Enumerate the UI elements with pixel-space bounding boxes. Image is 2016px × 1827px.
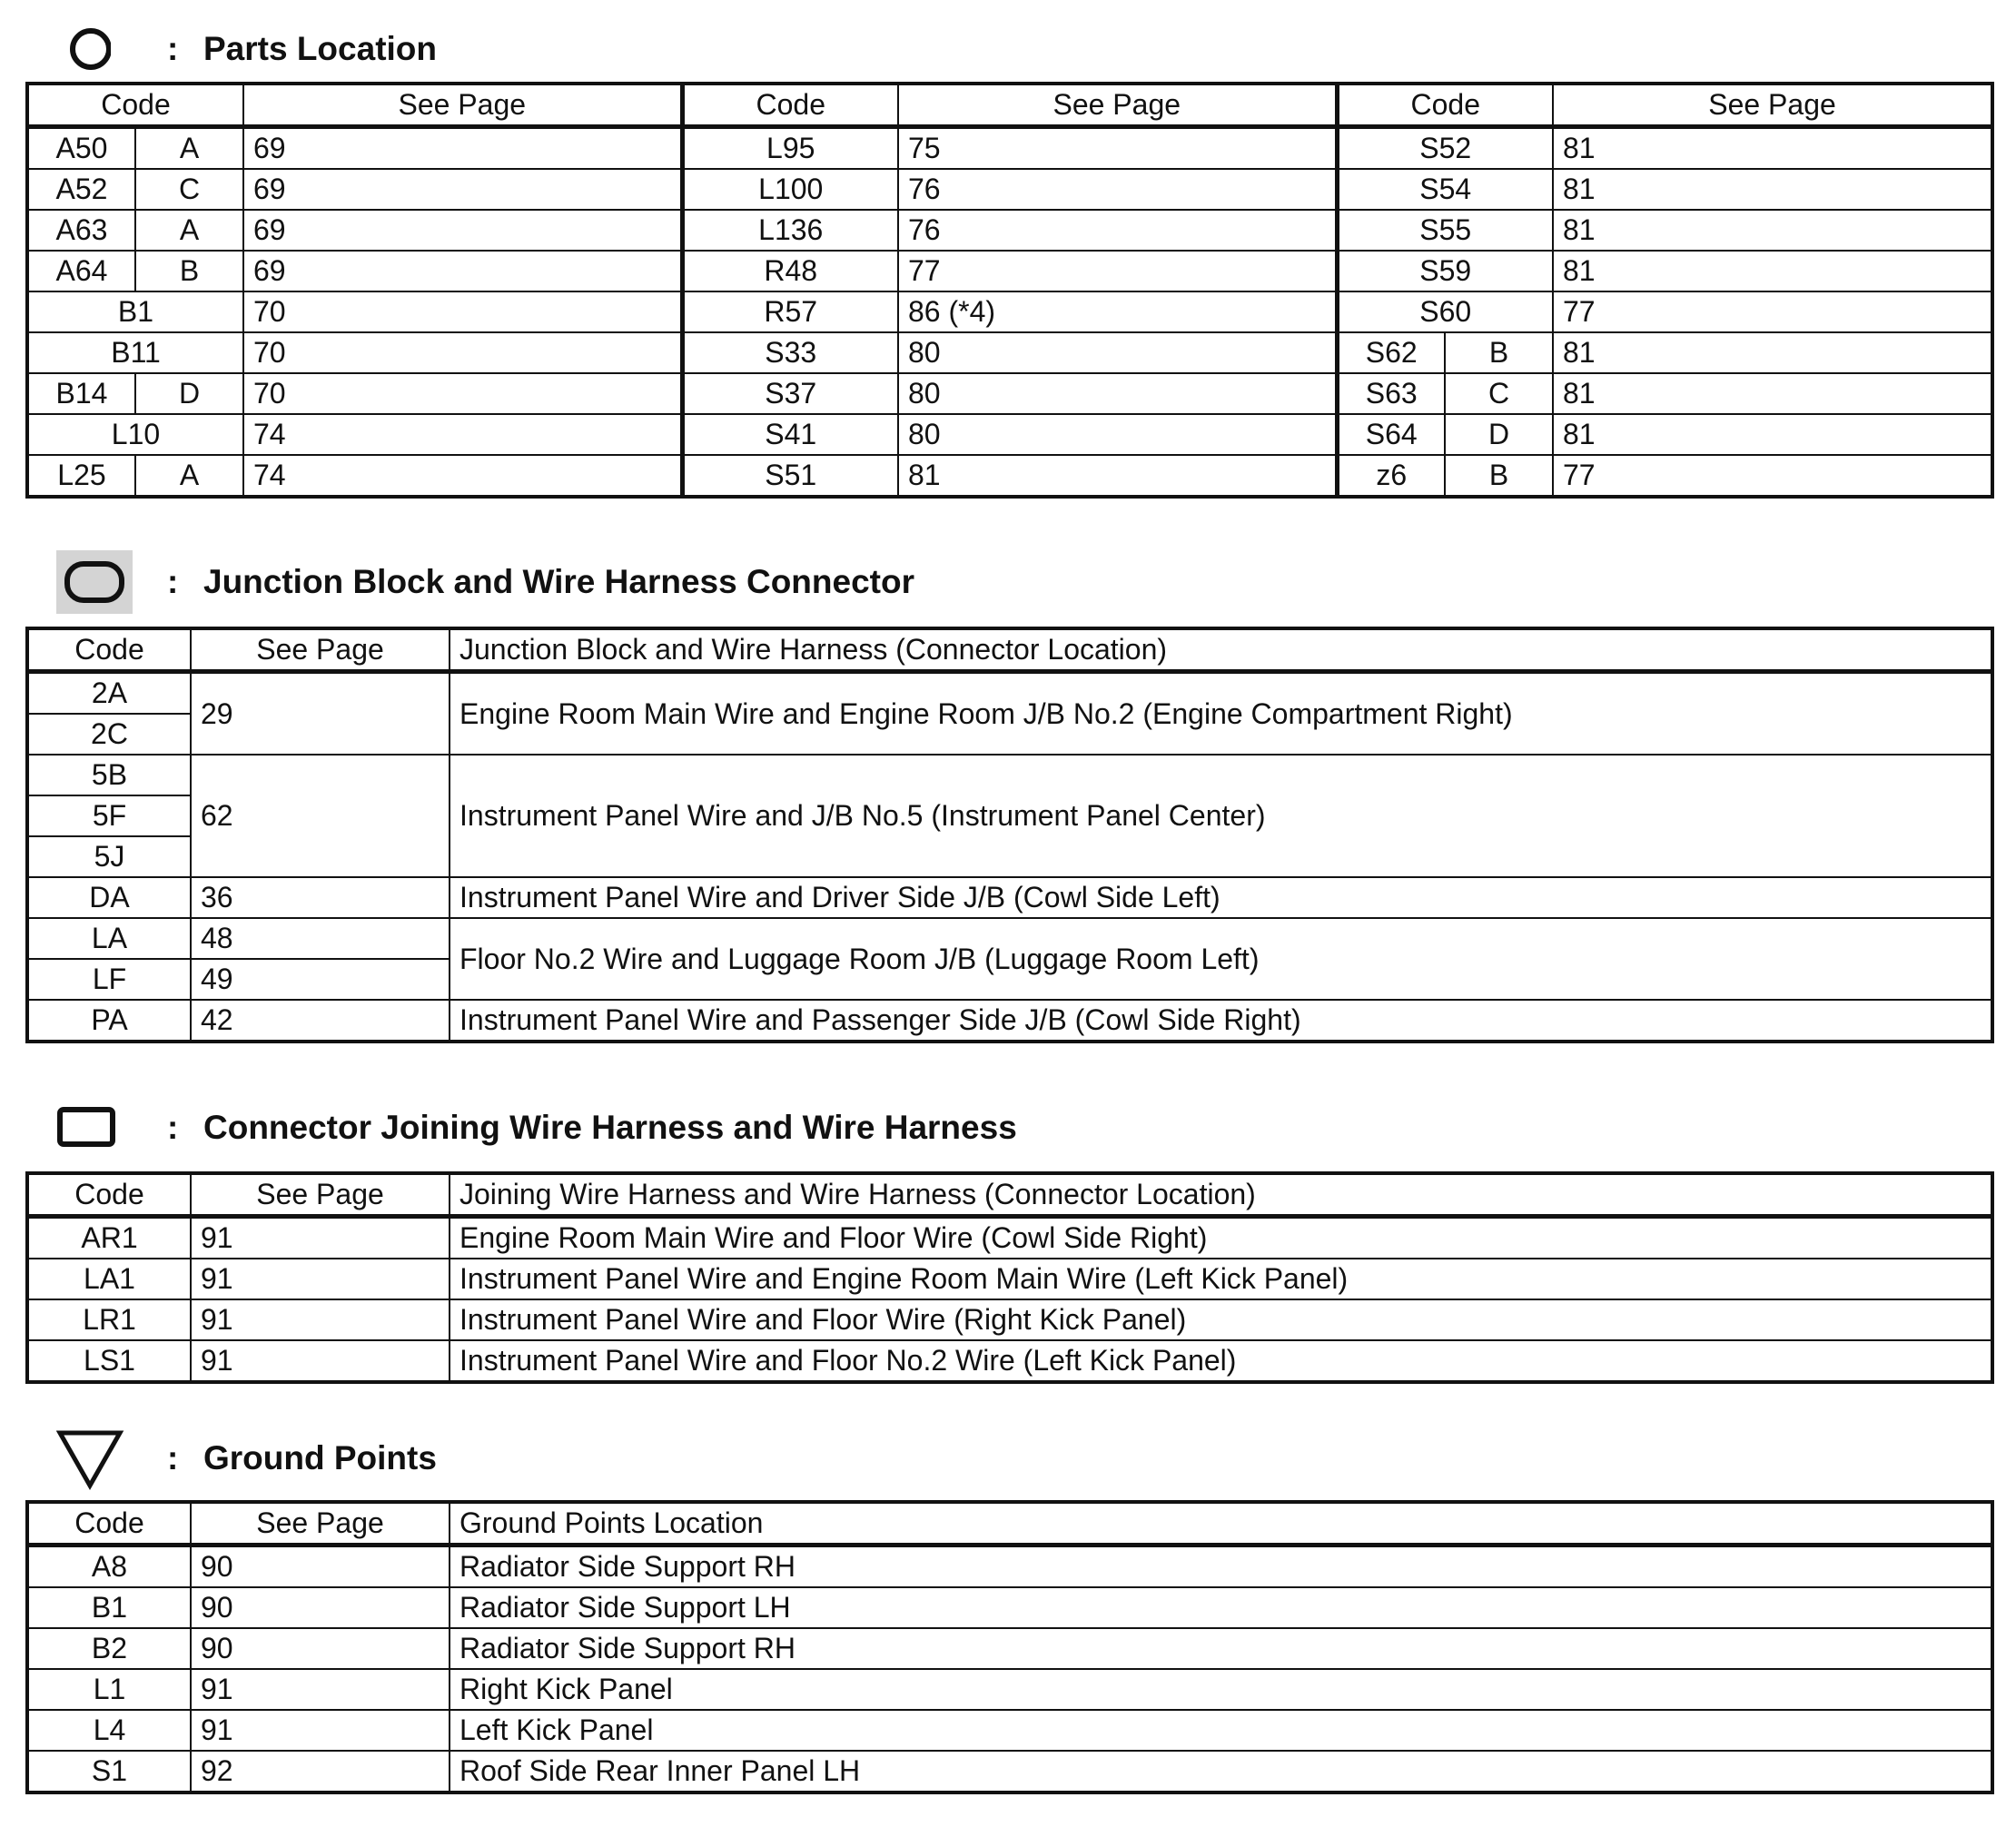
page-cell: 81: [1553, 127, 1992, 170]
page-cell: 74: [243, 455, 682, 497]
page-cell: 91: [191, 1299, 450, 1340]
code-cell: A63: [27, 210, 135, 251]
connector-letter-cell: A: [135, 127, 243, 170]
column-header-code: Code: [27, 84, 243, 127]
page-cell: 69: [243, 251, 682, 291]
connector-letter-cell: B: [135, 251, 243, 291]
connector-letter-cell: B: [1445, 332, 1553, 373]
page-cell: 69: [243, 169, 682, 210]
location-cell: Radiator Side Support LH: [450, 1587, 1992, 1628]
code-cell: B2: [27, 1628, 191, 1669]
page-cell: 81: [1553, 169, 1992, 210]
code-cell: B1: [27, 291, 243, 332]
code-cell: z6: [1337, 455, 1445, 497]
code-cell: LS1: [27, 1340, 191, 1382]
code-cell: S41: [682, 414, 898, 455]
table-row: [27, 1217, 1992, 1259]
page-cell: 49: [191, 959, 450, 1000]
page-cell: 80: [898, 332, 1337, 373]
page-cell: 90: [191, 1546, 450, 1588]
code-cell: S59: [1337, 251, 1553, 291]
location-cell: Instrument Panel Wire and Driver Side J/B (Cowl Side Left): [450, 877, 1992, 918]
table-row: [27, 332, 1992, 373]
location-cell: Engine Room Main Wire and Floor Wire (Cowl Side Right): [450, 1217, 1992, 1259]
code-cell: R57: [682, 291, 898, 332]
connector-letter-cell: B: [1445, 455, 1553, 497]
table-row: [27, 755, 1992, 795]
table-row: [27, 373, 1992, 414]
location-cell: Instrument Panel Wire and J/B No.5 (Instrument Panel Center): [450, 755, 1992, 877]
code-cell: A64: [27, 251, 135, 291]
column-header-code: Code: [27, 1173, 191, 1217]
table-row: [27, 127, 1992, 170]
column-header-location: Ground Points Location: [450, 1502, 1992, 1546]
page-cell: 70: [243, 332, 682, 373]
page-cell: 81: [898, 455, 1337, 497]
table-row: [27, 1751, 1992, 1792]
page-cell: 77: [1553, 291, 1992, 332]
table-row: [27, 1259, 1992, 1299]
page-cell: 90: [191, 1587, 450, 1628]
table-header-row: [27, 84, 1992, 127]
table-row: [27, 672, 1992, 715]
location-cell: Left Kick Panel: [450, 1710, 1992, 1751]
code-cell: L1: [27, 1669, 191, 1710]
code-cell: S63: [1337, 373, 1445, 414]
code-cell: B11: [27, 332, 243, 373]
table-row: [27, 291, 1992, 332]
table-header-row: [27, 1502, 1992, 1546]
heading-colon: :: [167, 563, 179, 600]
table-row: [27, 1628, 1992, 1669]
page-cell: 91: [191, 1259, 450, 1299]
page-cell: 69: [243, 127, 682, 170]
joining-connector-table: [25, 1171, 1994, 1384]
code-cell: PA: [27, 1000, 191, 1042]
column-header-location: Joining Wire Harness and Wire Harness (Connector Location): [450, 1173, 1992, 1217]
table-row: [27, 251, 1992, 291]
code-cell: AR1: [27, 1217, 191, 1259]
code-cell: S64: [1337, 414, 1445, 455]
location-cell: Right Kick Panel: [450, 1669, 1992, 1710]
page-cell: 62: [191, 755, 450, 877]
table-row: [27, 169, 1992, 210]
page-cell: 80: [898, 414, 1337, 455]
page-cell: 69: [243, 210, 682, 251]
code-cell: 5F: [27, 795, 191, 836]
heading-colon: :: [167, 1439, 179, 1476]
code-cell: L136: [682, 210, 898, 251]
page-cell: 81: [1553, 332, 1992, 373]
table-row: [27, 1587, 1992, 1628]
code-cell: LR1: [27, 1299, 191, 1340]
heading-colon: :: [167, 30, 179, 67]
column-header-code: Code: [27, 628, 191, 672]
code-cell: S62: [1337, 332, 1445, 373]
code-cell: 5J: [27, 836, 191, 877]
location-cell: Instrument Panel Wire and Passenger Side J/B (Cowl Side Right): [450, 1000, 1992, 1042]
page-cell: 80: [898, 373, 1337, 414]
page-cell: 29: [191, 672, 450, 755]
page-cell: 42: [191, 1000, 450, 1042]
page-cell: 81: [1553, 414, 1992, 455]
connector-letter-cell: A: [135, 210, 243, 251]
column-header-see-page: See Page: [243, 84, 682, 127]
connector-letter-cell: A: [135, 455, 243, 497]
location-cell: Engine Room Main Wire and Engine Room J/B No.2 (Engine Compartment Right): [450, 672, 1992, 755]
table-row: [27, 414, 1992, 455]
code-cell: 2C: [27, 714, 191, 755]
page-cell: 36: [191, 877, 450, 918]
column-header-see-page: See Page: [191, 628, 450, 672]
page-cell: 74: [243, 414, 682, 455]
location-cell: Radiator Side Support RH: [450, 1546, 1992, 1588]
code-cell: L10: [27, 414, 243, 455]
code-cell: S33: [682, 332, 898, 373]
code-cell: L95: [682, 127, 898, 170]
page-cell: 70: [243, 373, 682, 414]
location-cell: Radiator Side Support RH: [450, 1628, 1992, 1669]
column-header-see-page: See Page: [898, 84, 1337, 127]
table-row: [27, 210, 1992, 251]
triangle-down-icon: [56, 1422, 129, 1495]
code-cell: R48: [682, 251, 898, 291]
rounded-square-icon: [56, 546, 134, 618]
page-cell: 76: [898, 210, 1337, 251]
page-cell: 81: [1553, 251, 1992, 291]
column-header-location: Junction Block and Wire Harness (Connector Location): [450, 628, 1992, 672]
code-cell: LA: [27, 918, 191, 959]
code-cell: S37: [682, 373, 898, 414]
junction-block-heading: [56, 546, 1328, 618]
page-cell: 91: [191, 1217, 450, 1259]
table-header-row: [27, 1173, 1992, 1217]
table-row: [27, 1000, 1992, 1042]
section-title: Connector Joining Wire Harness and Wire Harness: [203, 1109, 1017, 1146]
code-cell: LF: [27, 959, 191, 1000]
code-cell: A50: [27, 127, 135, 170]
page-cell: 86 (*4): [898, 291, 1337, 332]
column-header-see-page: See Page: [191, 1502, 450, 1546]
column-header-see-page: See Page: [191, 1173, 450, 1217]
table-row: [27, 877, 1992, 918]
column-header-see-page: See Page: [1553, 84, 1992, 127]
code-cell: S60: [1337, 291, 1553, 332]
connector-letter-cell: C: [1445, 373, 1553, 414]
page-cell: 48: [191, 918, 450, 959]
page-cell: 92: [191, 1751, 450, 1792]
connector-letter-cell: C: [135, 169, 243, 210]
code-cell: A52: [27, 169, 135, 210]
code-cell: S54: [1337, 169, 1553, 210]
table-row: [27, 1669, 1992, 1710]
page-cell: 81: [1553, 210, 1992, 251]
table-header-row: [27, 628, 1992, 672]
table-row: [27, 1710, 1992, 1751]
parts-location-table: [25, 82, 1994, 499]
page-cell: 77: [898, 251, 1337, 291]
code-cell: L100: [682, 169, 898, 210]
junction-block-table: [25, 627, 1994, 1043]
page-cell: 81: [1553, 373, 1992, 414]
parts-location-heading: [56, 13, 1328, 85]
location-cell: Roof Side Rear Inner Panel LH: [450, 1751, 1992, 1792]
location-cell: Instrument Panel Wire and Floor No.2 Wire (Left Kick Panel): [450, 1340, 1992, 1382]
column-header-code: Code: [1337, 84, 1553, 127]
code-cell: DA: [27, 877, 191, 918]
code-cell: S51: [682, 455, 898, 497]
location-cell: Instrument Panel Wire and Floor Wire (Right Kick Panel): [450, 1299, 1992, 1340]
page-cell: 76: [898, 169, 1337, 210]
heading-colon: :: [167, 1109, 179, 1146]
code-cell: 2A: [27, 672, 191, 715]
page-cell: 91: [191, 1669, 450, 1710]
code-cell: B14: [27, 373, 135, 414]
table-row: [27, 1299, 1992, 1340]
code-cell: L4: [27, 1710, 191, 1751]
location-cell: Floor No.2 Wire and Luggage Room J/B (Luggage Room Left): [450, 918, 1992, 1000]
code-cell: A8: [27, 1546, 191, 1588]
code-cell: LA1: [27, 1259, 191, 1299]
table-row: [27, 918, 1992, 959]
page-cell: 70: [243, 291, 682, 332]
column-header-code: Code: [27, 1502, 191, 1546]
page-cell: 75: [898, 127, 1337, 170]
joining-connector-heading: [56, 1091, 1328, 1164]
section-title: Ground Points: [203, 1439, 437, 1476]
code-cell: S55: [1337, 210, 1553, 251]
page-cell: 91: [191, 1710, 450, 1751]
table-row: [27, 1546, 1992, 1588]
code-cell: B1: [27, 1587, 191, 1628]
page-cell: 91: [191, 1340, 450, 1382]
page-cell: 77: [1553, 455, 1992, 497]
code-cell: L25: [27, 455, 135, 497]
code-cell: 5B: [27, 755, 191, 795]
code-cell: S52: [1337, 127, 1553, 170]
connector-letter-cell: D: [1445, 414, 1553, 455]
section-title: Parts Location: [203, 30, 437, 67]
ground-points-table: [25, 1500, 1994, 1794]
section-title: Junction Block and Wire Harness Connector: [203, 563, 914, 600]
column-header-code: Code: [682, 84, 898, 127]
location-cell: Instrument Panel Wire and Engine Room Main Wire (Left Kick Panel): [450, 1259, 1992, 1299]
circle-icon: [56, 13, 111, 85]
connector-letter-cell: D: [135, 373, 243, 414]
rectangle-icon: [56, 1091, 120, 1164]
table-row: [27, 455, 1992, 497]
page-cell: 90: [191, 1628, 450, 1669]
table-row: [27, 1340, 1992, 1382]
ground-points-heading: [56, 1422, 1328, 1495]
code-cell: S1: [27, 1751, 191, 1792]
